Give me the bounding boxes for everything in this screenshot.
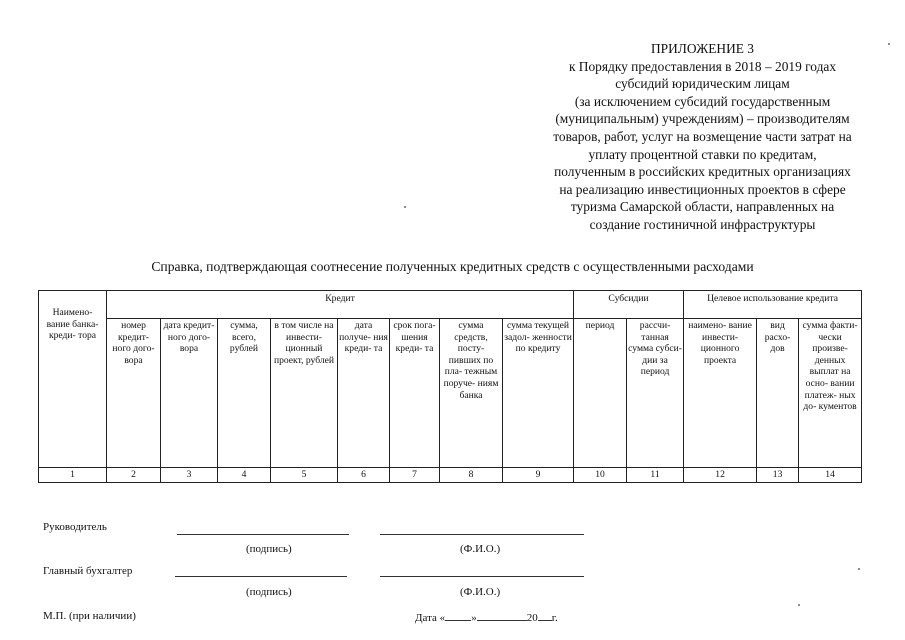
col-number: 2 (107, 468, 161, 483)
head-name-line[interactable] (380, 534, 584, 535)
col-header: дата получе- ния креди- та (338, 319, 390, 468)
col-header: в том числе на инвести- ционный проект, рублей (271, 319, 338, 468)
certificate-title: Справка, подтверждающая соотнесение полученных кредитных средств с осуществленными расходами (151, 259, 754, 274)
date-suffix: г. (551, 612, 558, 624)
col-number: 8 (440, 468, 503, 483)
subsidy-header: Субсидии (574, 291, 684, 319)
accountant-label: Главный бухгалтер (43, 565, 133, 577)
col-header: наимено- вание инвести- ционного проекта (684, 319, 757, 468)
scan-speck (858, 568, 860, 570)
col-number: 14 (799, 468, 862, 483)
bank-name-header: Наимено- вание банка- креди- тора (39, 291, 107, 468)
signature-hint: (подпись) (246, 543, 292, 555)
appendix-line: (за исключением субсидий государственным (574, 93, 831, 109)
col-header: дата кредит- ного дого- вора (161, 319, 218, 468)
name-hint: (Ф.И.О.) (460, 586, 501, 598)
col-header: сумма текущей задол- женности по кредиту (503, 319, 574, 468)
accountant-name-line[interactable] (380, 576, 584, 577)
appendix-line: к Порядку предоставления в 2018 – 2019 годах (568, 58, 837, 74)
appendix-line: товаров, работ, услуг на возмещение части затрат на (553, 128, 852, 144)
col-header: рассчи- танная сумма субси- дии за период (627, 319, 684, 468)
credit-form-table (38, 290, 862, 483)
col-number: 5 (271, 468, 338, 483)
appendix-line: создание гостиничной инфраструктуры (589, 216, 816, 232)
date-year-blank[interactable] (538, 610, 552, 621)
head-signature-line[interactable] (177, 534, 349, 535)
col-header: сумма, всего, рублей (218, 319, 271, 468)
col-header: сумма средств, посту- пивших по пла- тежным поруче- ниям банка (440, 319, 503, 468)
date-century: 20 (526, 612, 538, 624)
stamp-label: М.П. (при наличии) (43, 610, 136, 622)
col-number: 4 (218, 468, 271, 483)
appendix-line: туризма Самарской области, направленных на (570, 199, 835, 215)
date-prefix: Дата « (415, 612, 446, 624)
col-number: 9 (503, 468, 574, 483)
col-number: 7 (390, 468, 440, 483)
date-mid: » (471, 612, 477, 624)
col-header: вид расхо- дов (757, 319, 799, 468)
date-month-blank[interactable] (477, 610, 527, 621)
scan-speck (888, 43, 890, 45)
appendix-title: ПРИЛОЖЕНИЕ 3 (651, 41, 754, 56)
name-hint: (Ф.И.О.) (460, 543, 501, 555)
date-day-blank[interactable] (445, 610, 471, 621)
accountant-signature-line[interactable] (175, 576, 347, 577)
date-field (415, 610, 558, 624)
appendix-line: уплату процентной ставки по кредитам, (588, 146, 817, 162)
col-number: 6 (338, 468, 390, 483)
col-number: 12 (684, 468, 757, 483)
scan-speck (798, 604, 800, 606)
col-header: сумма факти- чески произве- денных выплат на осно- вании платеж- ных до- кументов (799, 319, 862, 468)
col-number: 1 (39, 468, 107, 483)
col-header: период (574, 319, 627, 468)
credit-header: Кредит (107, 291, 574, 319)
scan-speck (404, 206, 406, 208)
appendix-line: (муниципальным) учреждениям) – производителям (555, 111, 850, 127)
col-number: 10 (574, 468, 627, 483)
col-number: 11 (627, 468, 684, 483)
col-header: срок пога- шения креди- та (390, 319, 440, 468)
column-number-row (39, 468, 862, 483)
appendix-line: субсидий юридическим лицам (615, 76, 790, 92)
col-header: номер кредит- ного дого- вора (107, 319, 161, 468)
appendix-line: на реализацию инвестиционных проектов в сфере (559, 181, 846, 197)
group-header-row (39, 291, 862, 319)
signature-hint: (подпись) (246, 586, 292, 598)
target-use-header: Целевое использование кредита (684, 291, 862, 319)
appendix-line: полученным в российских кредитных организациях (554, 164, 851, 180)
head-label: Руководитель (43, 521, 107, 533)
col-number: 13 (757, 468, 799, 483)
appendix-header (505, 40, 900, 234)
column-header-row (39, 319, 862, 468)
col-number: 3 (161, 468, 218, 483)
